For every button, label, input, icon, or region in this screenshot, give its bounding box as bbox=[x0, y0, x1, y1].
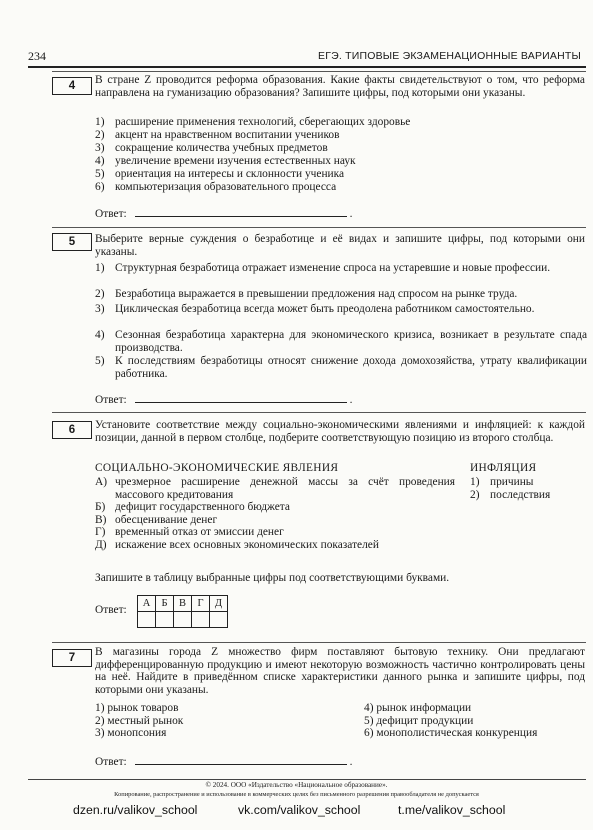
answer-label: Ответ: bbox=[95, 394, 127, 406]
item-text: причины bbox=[490, 476, 534, 488]
answer-field[interactable] bbox=[135, 392, 347, 403]
option-number: 4) bbox=[95, 329, 105, 341]
task-4-option-4 bbox=[95, 155, 587, 168]
table-header-cell: Г bbox=[192, 596, 210, 612]
option-number: 6) bbox=[95, 181, 105, 193]
list-item bbox=[95, 476, 455, 501]
task-7-text: В магазины города Z множество фирм поставляют бытовую технику. Они предлагают дифференцированную продукцию и имеют некоторую возможность частично контролировать цены на неё. Найдите в приведённом списке характеристики данного рынка и запишите цифры, под которыми они указаны. bbox=[95, 646, 585, 696]
option-text: местный рынок bbox=[107, 714, 184, 727]
item-letter: В) bbox=[95, 513, 107, 526]
option-text: расширение применения технологий, сберегающих здоровье bbox=[115, 116, 411, 128]
option-number: 3) bbox=[95, 142, 105, 154]
list-item bbox=[364, 715, 586, 728]
option-text: монопсония bbox=[107, 727, 167, 739]
answer-cell[interactable] bbox=[210, 612, 228, 628]
item-letter: А) bbox=[95, 476, 108, 488]
option-number: 3) bbox=[95, 727, 105, 739]
left-column-heading: СОЦИАЛЬНО-ЭКОНОМИЧЕСКИЕ ЯВЛЕНИЯ bbox=[95, 462, 339, 474]
answer-label: Ответ: bbox=[95, 604, 127, 616]
option-text: К последствиям безработицы относят снижение дохода домохозяйства, утрату квалификации работника. bbox=[115, 355, 587, 380]
running-title: ЕГЭ. ТИПОВЫЕ ЭКЗАМЕНАЦИОННЫЕ ВАРИАНТЫ bbox=[318, 50, 581, 62]
answer-cell[interactable] bbox=[156, 612, 174, 628]
item-text: последствия bbox=[490, 488, 551, 501]
item-text: дефицит государственного бюджета bbox=[115, 501, 290, 513]
option-number: 2) bbox=[95, 129, 105, 141]
option-number: 2) bbox=[95, 288, 105, 300]
item-number: 1) bbox=[470, 476, 480, 488]
header-rule bbox=[28, 66, 586, 68]
item-letter: Г) bbox=[95, 526, 106, 538]
answer-label: Ответ: bbox=[95, 756, 127, 768]
list-item bbox=[364, 727, 586, 740]
answer-field[interactable] bbox=[135, 754, 347, 765]
task-5-option-1 bbox=[95, 262, 587, 275]
task-7-answer: Ответ: . bbox=[95, 756, 353, 768]
task-5-option-2 bbox=[95, 288, 587, 301]
table-header-cell: Б bbox=[156, 596, 174, 612]
answer-table bbox=[137, 595, 228, 628]
task-5-text: Выберите верные суждения о безработице и её видах и запишите цифры, под которыми они указаны. bbox=[95, 233, 585, 258]
option-text: монополистическая конкуренция bbox=[376, 727, 538, 739]
task-4-option-1 bbox=[95, 116, 587, 129]
page-number: 234 bbox=[28, 49, 46, 63]
link-telegram[interactable]: t.me/valikov_school bbox=[398, 803, 506, 817]
task-divider bbox=[52, 71, 586, 72]
task-number-box: 7 bbox=[52, 649, 92, 667]
option-number: 3) bbox=[95, 303, 105, 315]
table-header-cell: Д bbox=[210, 596, 228, 612]
option-number: 4) bbox=[95, 155, 105, 167]
option-text: сокращение количества учебных предметов bbox=[115, 142, 328, 154]
option-text: компьютеризация образовательного процесса bbox=[115, 181, 337, 193]
option-text: рынок товаров bbox=[107, 702, 179, 714]
option-text: рынок информации bbox=[376, 702, 472, 714]
task-divider bbox=[52, 227, 586, 228]
task-5-option-5 bbox=[95, 355, 587, 380]
table-header-cell: В bbox=[174, 596, 192, 612]
list-item bbox=[470, 476, 585, 489]
item-text: чрезмерное расширение денежной массы за счёт проведения массового кредитования bbox=[115, 476, 455, 501]
task-6-text: Установите соответствие между социально-экономическими явлениями и инфляцией: к каждой позиции, данной в первом столбце, подберите соответствующую позицию из второго столбца. bbox=[95, 419, 585, 444]
table-instruction: Запишите в таблицу выбранные цифры под соответствующими буквами. bbox=[95, 572, 450, 584]
task-4-option-5 bbox=[95, 168, 587, 181]
option-text: увеличение времени изучения естественных наук bbox=[115, 155, 356, 167]
list-item bbox=[364, 702, 586, 715]
task-7-options-right bbox=[364, 702, 586, 740]
list-item bbox=[95, 727, 335, 740]
item-text: искажение всех основных экономических показателей bbox=[115, 538, 379, 551]
item-letter: Д) bbox=[95, 538, 107, 551]
footer-rule bbox=[28, 779, 586, 780]
answer-cell[interactable] bbox=[192, 612, 210, 628]
task-5-option-3 bbox=[95, 303, 587, 316]
list-item bbox=[470, 489, 585, 502]
task-number-box: 4 bbox=[52, 77, 92, 95]
link-vk[interactable]: vk.com/valikov_school bbox=[238, 803, 361, 817]
option-number: 2) bbox=[95, 714, 105, 727]
option-text: акцент на нравственном воспитании учеников bbox=[115, 129, 340, 141]
left-column-list bbox=[95, 476, 455, 551]
task-4-option-6 bbox=[95, 181, 587, 194]
answer-cell[interactable] bbox=[138, 612, 156, 628]
right-column-heading: ИНФЛЯЦИЯ bbox=[470, 462, 537, 474]
task-number-box: 5 bbox=[52, 233, 92, 251]
task-number-box: 6 bbox=[52, 421, 92, 439]
link-dzen[interactable]: dzen.ru/valikov_school bbox=[73, 803, 198, 817]
option-number: 4) bbox=[364, 702, 374, 714]
task-divider bbox=[52, 412, 586, 413]
list-item bbox=[95, 715, 335, 728]
option-number: 5) bbox=[364, 714, 374, 727]
task-4-option-3 bbox=[95, 142, 587, 155]
list-item bbox=[95, 702, 335, 715]
answer-cell[interactable] bbox=[174, 612, 192, 628]
option-number: 1) bbox=[95, 116, 105, 128]
task-7-options-left bbox=[95, 702, 335, 740]
task-5-option-4 bbox=[95, 329, 587, 354]
option-number: 1) bbox=[95, 262, 105, 274]
option-text: ориентация на интересы и склонности ученика bbox=[115, 168, 345, 180]
option-number: 1) bbox=[95, 702, 105, 714]
item-text: временный отказ от эмиссии денег bbox=[115, 526, 284, 538]
copyright: © 2024. ООО «Издательство «Национальное образование». bbox=[205, 781, 388, 789]
list-item bbox=[95, 514, 455, 527]
right-column-list bbox=[470, 476, 585, 501]
item-letter: Б) bbox=[95, 501, 106, 513]
list-item bbox=[95, 526, 455, 539]
option-text: Сезонная безработица характерна для экономического кризиса, возникает в результате спада производства. bbox=[115, 329, 587, 354]
option-text: Структурная безработица отражает изменение спроса на устаревшие и новые профессии. bbox=[115, 262, 551, 274]
option-number: 5) bbox=[95, 355, 105, 367]
option-text: Циклическая безработица всегда может быть преодолена работником самостоятельно. bbox=[115, 303, 535, 315]
answer-label: Ответ: bbox=[95, 208, 127, 220]
item-number: 2) bbox=[470, 488, 480, 501]
list-item bbox=[95, 539, 455, 552]
table-header-cell: А bbox=[138, 596, 156, 612]
task-4-answer: Ответ: . bbox=[95, 208, 353, 220]
answer-field[interactable] bbox=[135, 206, 347, 217]
task-4-option-2 bbox=[95, 129, 587, 142]
list-item bbox=[95, 501, 455, 514]
task-4-text: В стране Z проводится реформа образования. Какие факты свидетельствуют о том, что реформа направлена на гуманизацию образования? Запишите цифры, под которыми они указаны. bbox=[95, 74, 585, 99]
item-text: обесценивание денег bbox=[115, 513, 218, 526]
task-divider bbox=[52, 642, 586, 643]
option-text: Безработица выражается в превышении предложения над спросом на рынке труда. bbox=[115, 288, 518, 300]
task-5-answer: Ответ: . bbox=[95, 394, 353, 406]
option-text: дефицит продукции bbox=[376, 714, 474, 727]
option-number: 5) bbox=[95, 168, 105, 180]
option-number: 6) bbox=[364, 727, 374, 739]
copyright-notice: Копирование, распространение и использование в коммерческих целях без письменного разрешения правообладателя не допускается bbox=[114, 791, 479, 798]
